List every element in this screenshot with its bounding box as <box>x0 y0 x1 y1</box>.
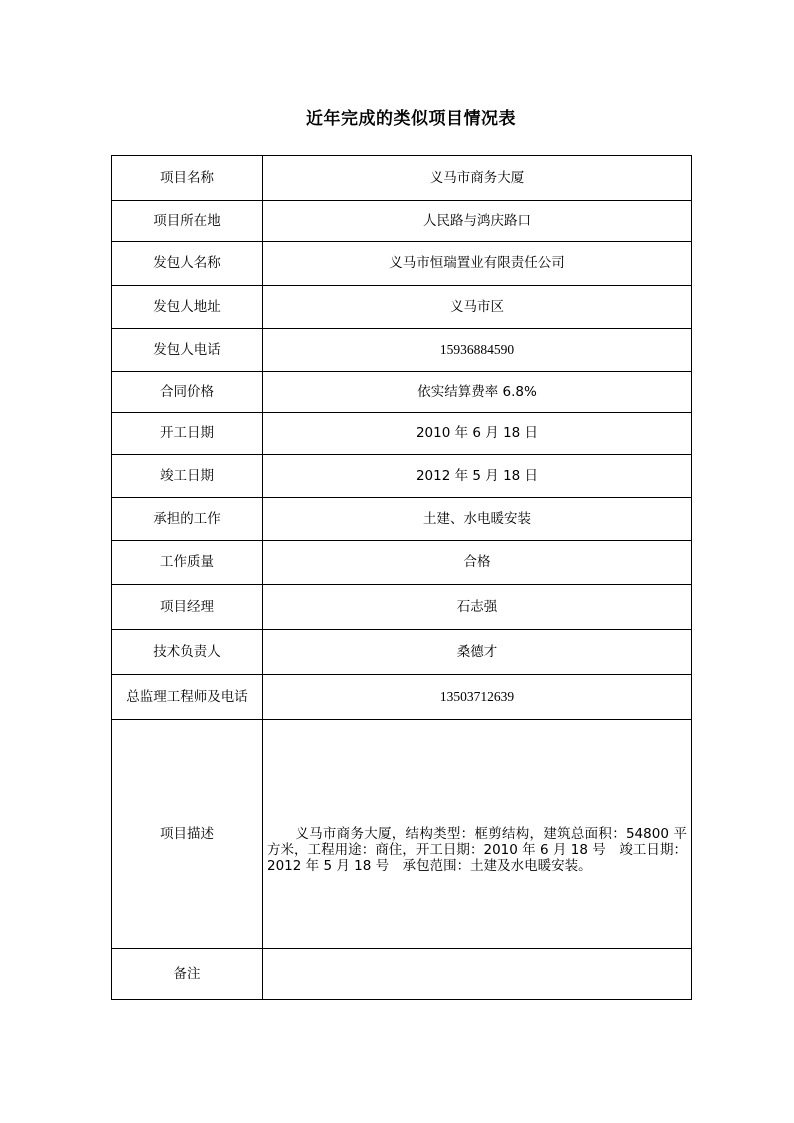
row-label: 总监理工程师及电话 <box>112 675 263 720</box>
row-value: 13503712639 <box>263 675 692 720</box>
table-row <box>112 541 692 585</box>
row-label: 发包人地址 <box>112 286 263 329</box>
row-value: 2012 年 5 月 18 日 <box>263 455 692 498</box>
table-row <box>112 286 692 329</box>
table-row <box>112 372 692 413</box>
table-row-description <box>112 720 692 949</box>
description-label: 项目描述 <box>112 720 263 949</box>
table-row <box>112 585 692 630</box>
table-row <box>112 242 692 286</box>
row-label: 竣工日期 <box>112 455 263 498</box>
table-row-remarks <box>112 949 692 1000</box>
table-row <box>112 498 692 541</box>
row-value: 15936884590 <box>263 329 692 372</box>
description-text: 义马市商务大厦，结构类型：框剪结构，建筑总面积：54800 平方米，工程用途：商住，开工日期：2010 年 6 月 18 号 竣工日期：2012 年 5 月 18 号 承包范围：土建及水电暖安装。 <box>267 825 687 875</box>
page-title: 近年完成的类似项目情况表 <box>306 109 516 129</box>
table-row <box>112 455 692 498</box>
row-value: 义马市恒瑞置业有限责任公司 <box>263 242 692 286</box>
remarks-value <box>263 949 692 1000</box>
row-value: 义马市区 <box>263 286 692 329</box>
row-label: 发包人电话 <box>112 329 263 372</box>
row-value: 石志强 <box>263 585 692 630</box>
row-value: 人民路与鸿庆路口 <box>263 201 692 242</box>
remarks-label: 备注 <box>112 949 263 1000</box>
row-label: 技术负责人 <box>112 630 263 675</box>
table-row <box>112 156 692 201</box>
row-label: 项目名称 <box>112 156 263 201</box>
row-label: 发包人名称 <box>112 242 263 286</box>
row-label: 合同价格 <box>112 372 263 413</box>
table-row <box>112 201 692 242</box>
description-cell <box>263 720 692 949</box>
row-value: 土建、水电暖安装 <box>263 498 692 541</box>
row-value: 桑德才 <box>263 630 692 675</box>
table-row <box>112 413 692 455</box>
table-row <box>112 630 692 675</box>
table-row <box>112 329 692 372</box>
row-label: 项目经理 <box>112 585 263 630</box>
table-row <box>112 675 692 720</box>
row-label: 工作质量 <box>112 541 263 585</box>
project-info-table <box>111 155 692 1000</box>
row-value: 2010 年 6 月 18 日 <box>263 413 692 455</box>
row-label: 承担的工作 <box>112 498 263 541</box>
row-label: 项目所在地 <box>112 201 263 242</box>
row-label: 开工日期 <box>112 413 263 455</box>
row-value: 依实结算费率 6.8% <box>263 372 692 413</box>
row-value: 义马市商务大厦 <box>263 156 692 201</box>
row-value: 合格 <box>263 541 692 585</box>
